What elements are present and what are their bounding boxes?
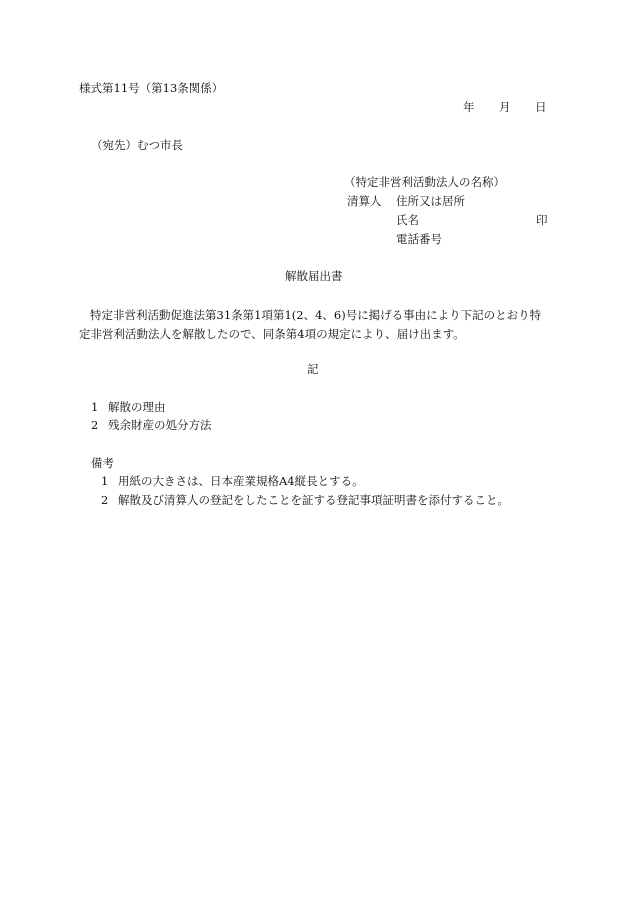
note-text: 解散及び清算人の登記をしたことを証する登記事項証明書を添付すること。 [118,493,509,507]
date-month-label: 月 [499,100,511,114]
list-item-number: 1 [91,400,99,414]
body-paragraph: 特定非営利活動促進法第31条第1項第1(2、4、6)号に掲げる事由により下記のとおり特定非営利活動法人を解散したので、同条第4項の規定により、届け出ます。 [79,308,542,341]
org-name-label: （特定非営利活動法人の名称） [344,175,505,189]
date-year-label: 年 [463,100,475,114]
form-number: 様式第11号（第13条関係） [79,81,224,95]
liquidator-label: 清算人 [347,194,382,208]
list-item [91,418,212,432]
note-number: 2 [101,493,109,507]
date-day-label: 日 [535,100,547,114]
note-item [101,474,364,488]
addressee: （宛先）むつ市長 [91,138,183,152]
list-item-number: 2 [91,418,99,432]
list-item [91,400,166,414]
notes-heading: 備考 [91,456,114,470]
list-item-text: 解散の理由 [108,400,166,414]
document-title: 解散届出書 [285,269,343,283]
name-label: 氏名 [396,213,419,227]
phone-label: 電話番号 [396,232,442,246]
note-item [101,493,509,507]
date-line [463,100,547,114]
list-item-text: 残余財産の処分方法 [108,418,212,432]
address-label: 住所又は居所 [396,194,465,208]
note-text: 用紙の大きさは、日本産業規格A4縦長とする。 [118,474,364,488]
ki-label: 記 [307,362,319,376]
note-number: 1 [101,474,109,488]
seal-label: 印 [536,213,548,227]
